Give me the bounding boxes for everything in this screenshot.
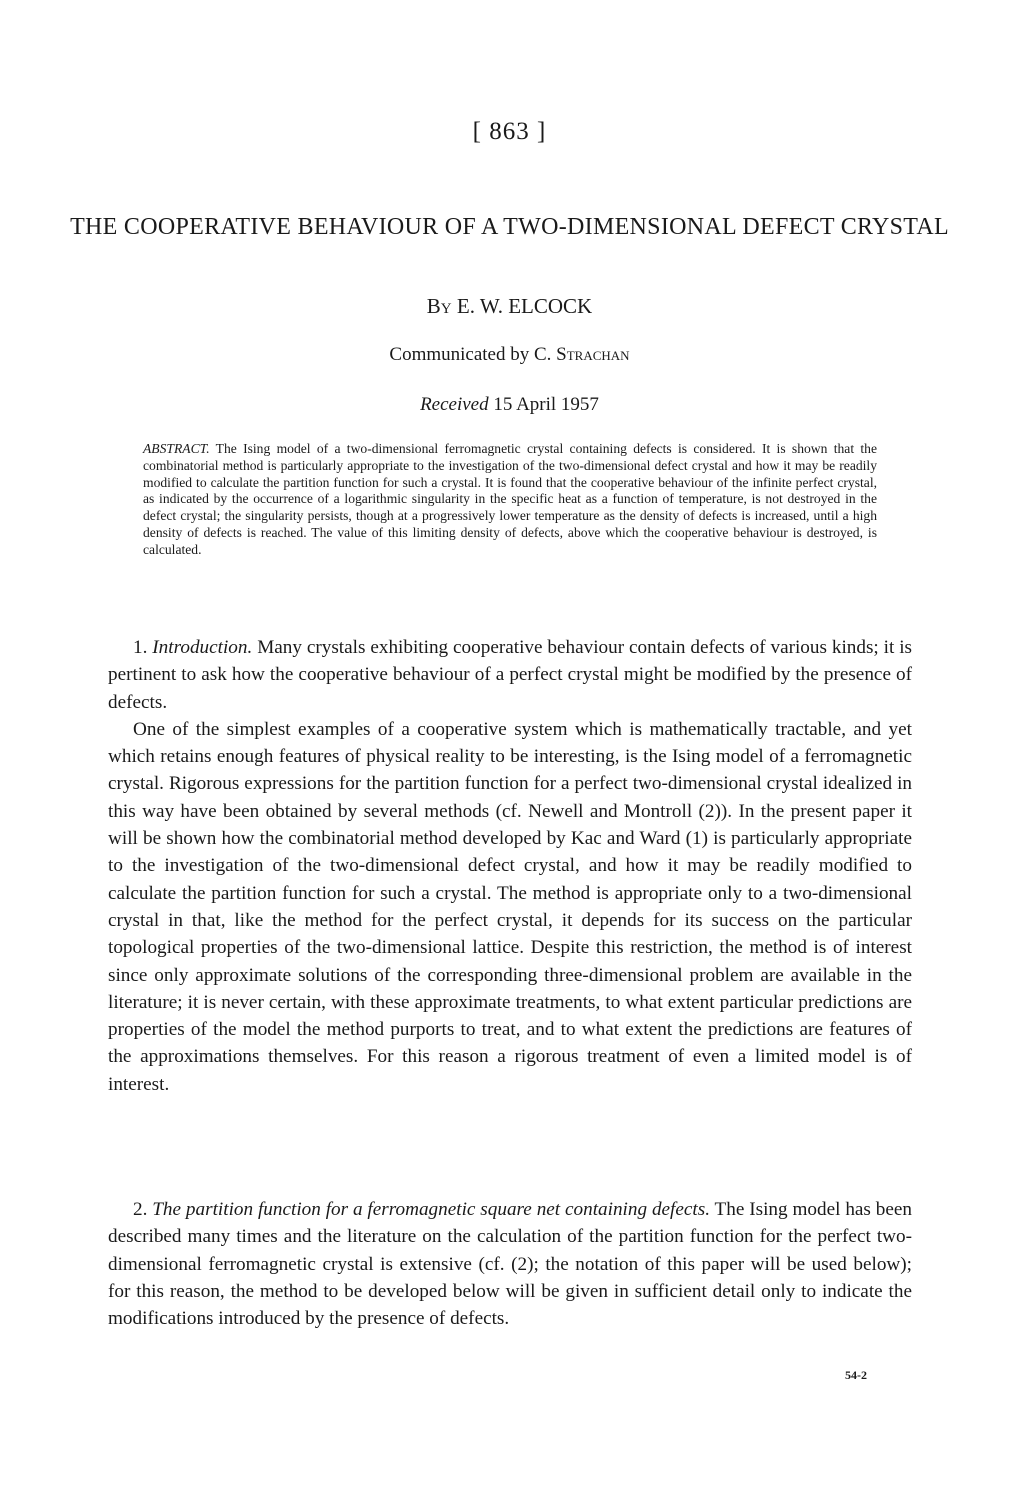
section-number: 1. xyxy=(133,637,148,658)
article-title: THE COOPERATIVE BEHAVIOUR OF A TWO-DIMENSIONAL DEFECT CRYSTAL xyxy=(70,214,949,240)
section-partition-function xyxy=(108,1196,912,1332)
signature-mark: 54-2 xyxy=(845,1368,867,1382)
section-paragraph xyxy=(108,634,912,716)
abstract xyxy=(143,441,877,559)
section-introduction xyxy=(108,634,912,1098)
section-heading: The partition function for a ferromagnetic square net containing defects. xyxy=(152,1199,711,1220)
author-prefix: By xyxy=(426,294,452,318)
author-name: E. W. ELCOCK xyxy=(456,294,593,318)
received-line xyxy=(0,394,1019,416)
section-number: 2. xyxy=(133,1199,148,1220)
received-label: Received xyxy=(420,394,489,415)
communicator-name: Strachan xyxy=(556,344,630,365)
received-date: 15 April 1957 xyxy=(493,394,599,415)
paragraph-text: One of the simplest examples of a cooperative system which is mathematically tractable, and yet which retains enough features of physical reality to be interesting, is the Ising model of a ferromagnetic crystal. Rigorous expressions for the partition function for a perfect two-dimensional crystal idealized in this way have been obtained by several methods (cf. Newell and Montroll (2)). In the present paper it will be shown how the combinatorial method developed by Kac and Ward (1) is particularly appropriate to the investigation of the two-dimensional defect crystal, and how it may be readily modified to calculate the partition function for such a crystal. The method is appropriate only to a two-dimensional crystal in that, like the method for the perfect crystal, it depends for its success on the particular topological properties of the two-dimensional lattice. Despite this restriction, the method is of interest since only approximate solutions of the corresponding three-dimensional problem are available in the literature; it is never certain, with these approximate treatments, to what extent particular predictions are properties of the model the method purports to treat, and to what extent the predictions are features of the approximations themselves. For this reason a rigorous treatment of even a limited model is of interest. xyxy=(108,718,912,1095)
section-paragraph xyxy=(108,1196,912,1332)
author-line xyxy=(0,294,1019,319)
paragraph-text: Many crystals exhibiting cooperative behaviour contain defects of various kinds; it is pertinent to ask how the cooperative behaviour of a perfect crystal might be modified by the presence of defects. xyxy=(108,637,913,713)
communicated-text: Communicated by C. xyxy=(389,344,552,365)
page-number: [ 863 ] xyxy=(472,118,547,145)
abstract-text: The Ising model of a two-dimensional ferromagnetic crystal containing defects is considered. It is shown that the combinatorial method is particularly appropriate to the investigation of the two-dimensional defect crystal and how it may be readily modified to calculate the partition function for such a crystal. It is found that the cooperative behaviour of the infinite perfect crystal, as indicated by the occurrence of a logarithmic singularity in the specific heat as a function of temperature, is not destroyed in the defect crystal; the singularity persists, though at a progressively lower temperature as the density of defects is increased, until a high density of defects is reached. The value of this limiting density of defects, above which the cooperative behaviour is destroyed, is calculated. xyxy=(143,441,877,557)
paragraph-text: The Ising model has been described many times and the literature on the calculation of the partition function for the perfect two-dimensional ferromagnetic crystal is extensive (cf. (2); the notation of this paper will be used below); for this reason, the method to be developed below will be given in sufficient detail only to indicate the modifications introduced by the presence of defects. xyxy=(108,1199,912,1330)
section-heading: Introduction. xyxy=(152,637,253,658)
abstract-label: ABSTRACT. xyxy=(143,441,210,456)
section-paragraph xyxy=(108,716,912,1098)
communicated-line xyxy=(0,344,1019,366)
